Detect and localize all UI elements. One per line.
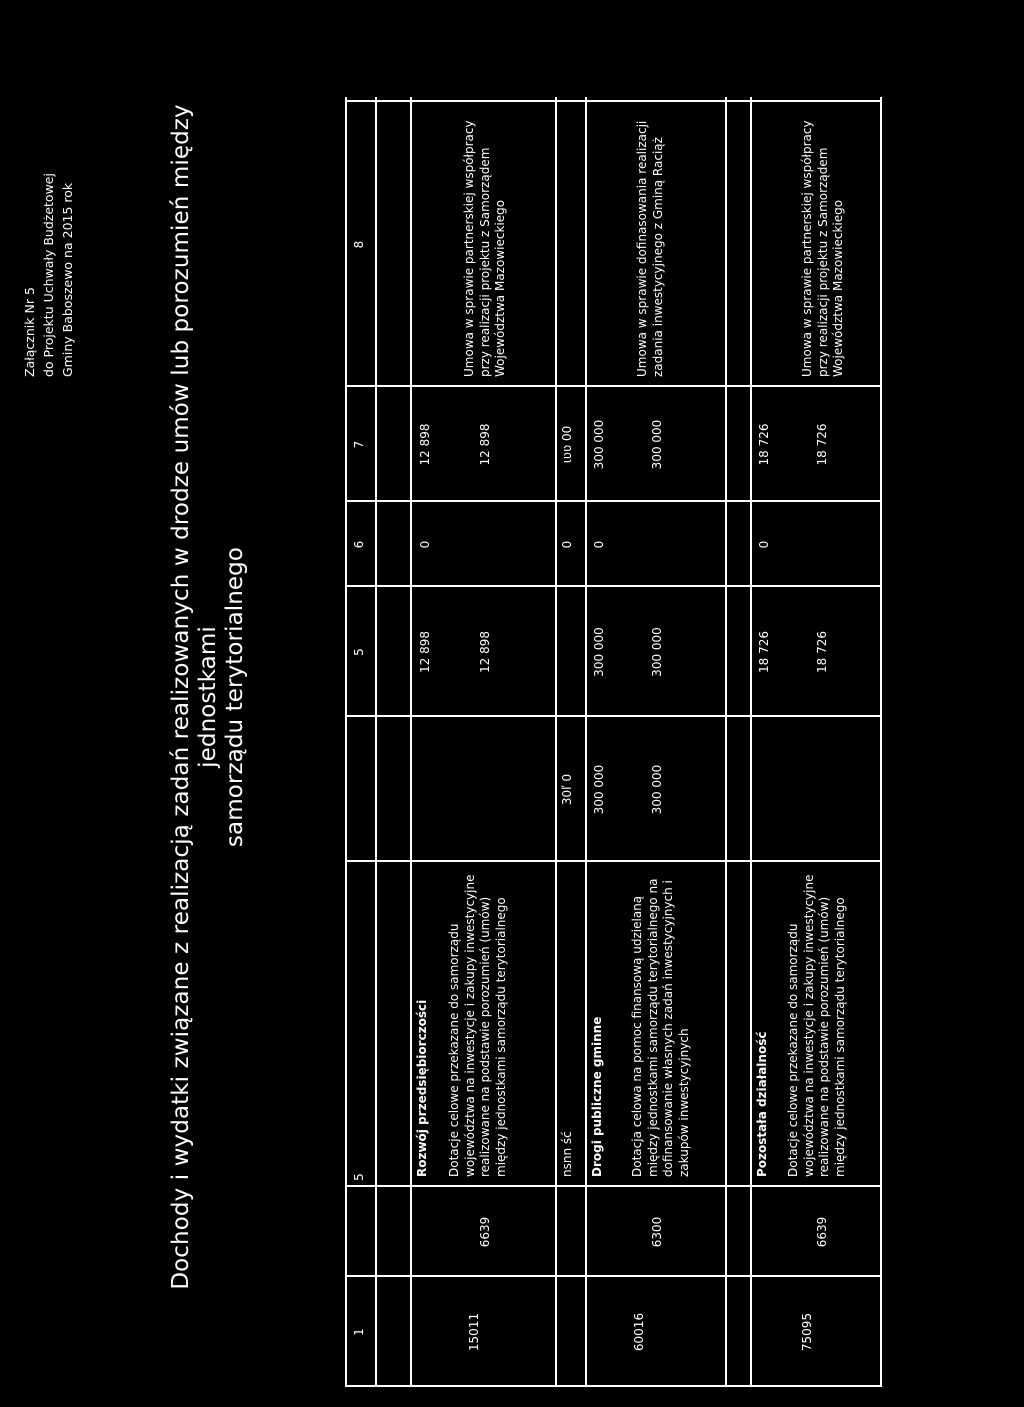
grid-line [880,97,882,1387]
amount: 300 000 [592,764,606,815]
item-description: Dotacje celowe przekazane do samorządu województwa na inwestycje i zakupy inwestycyjne realizowane na podstawie porozumień (umów) między jednostkami samorządu terytorialnego [447,874,508,1177]
document-title [168,97,249,1297]
amount: 0 [560,540,574,549]
section-label: Pozostała działalność [755,1031,769,1177]
item-description: Dotacja celowa na pomoc finansową udzielaną między jednostkami samorządu terytorialnego na dofinansowanie własnych zadań inwestycyjnych i zakupów inwestycyjnych [630,878,691,1177]
amount: 30ľ 0 [560,773,574,806]
title-line2: samorządu terytorialnego [222,546,248,848]
amount: 12 898 [478,423,492,466]
grid-line [750,97,752,1387]
paragraph-code: 6639 [815,1216,829,1248]
chapter-code: 60016 [632,1312,646,1352]
grid-line [375,97,377,1387]
amount: 18 726 [757,631,771,673]
amount: 0 [592,540,606,549]
amount: ɩʋʋ 00 [560,425,574,464]
grid-line [585,97,587,1387]
amount: 18 726 [757,423,771,466]
chapter-code: 15011 [467,1312,481,1352]
amount: 300 000 [592,419,606,470]
item-description: Dotacje celowe przekazane do samorządu województwa na inwestycje i zakupy inwestycyjne realizowane na podstawie porozumień (umów) między jednostkami samorządu terytorialnego [786,874,847,1177]
grid-line [345,1275,880,1277]
amount: 12 898 [418,423,432,466]
paragraph-code: 6639 [478,1216,492,1248]
amount: 18 726 [815,423,829,466]
attachment-note-line3: Gminy Baboszewo na 2015 rok [60,182,75,377]
amount: 300 000 [650,764,664,815]
column-number: 5 [352,648,366,656]
grid-line [345,1185,880,1187]
grid-line [345,97,347,1387]
amount: 300 000 [592,627,606,677]
section-label: Rozwój przedsiębiorczości [415,999,429,1177]
section-label: Drogi publiczne gminne [590,1016,604,1177]
grid-line [410,97,412,1387]
title-line1: Dochody i wydatki związane z realizacją zadań realizowanych w drodze umów lub porozumień między jednostkami [168,104,221,1290]
column-number: 6 [352,540,366,549]
grid-line [345,100,880,102]
column-number: 5 [352,1173,366,1181]
grid-line [555,97,557,1387]
attachment-note [20,77,77,377]
amount: 18 726 [815,631,829,673]
chapter-label-fragment: nsnn ść [560,1131,574,1177]
amount: 12 898 [418,631,432,673]
paragraph-code: 6300 [650,1216,664,1248]
attachment-note-line2: do Projektu Uchwały Budżetowej [41,173,56,377]
amount: 300 000 [650,419,664,470]
column-number: 1 [352,1328,366,1336]
agreement-note: Umowa w sprawie partnerskiej współpracy przy realizacji projektu z Samorządem Województwa Mazowieckiego [462,120,507,377]
grid-line [345,860,880,862]
chapter-code: 75095 [800,1312,814,1352]
attachment-note-line1: Załącznik Nr 5 [22,287,37,377]
agreement-note: Umowa w sprawie partnerskiej współpracy przy realizacji projektu z Samorządem Województwa Mazowieckiego [800,120,845,377]
grid-line [725,97,727,1387]
agreement-note: Umowa w sprawie dofinasowania realizacji zadania inwestycyjnego z Gminą Raciąż [635,120,665,377]
column-number: 7 [352,440,366,449]
amount: 0 [418,540,432,549]
column-number: 8 [352,240,366,249]
amount: 12 898 [478,631,492,673]
amount: 0 [757,540,771,549]
grid-line [345,1385,880,1387]
amount: 300 000 [650,627,664,677]
